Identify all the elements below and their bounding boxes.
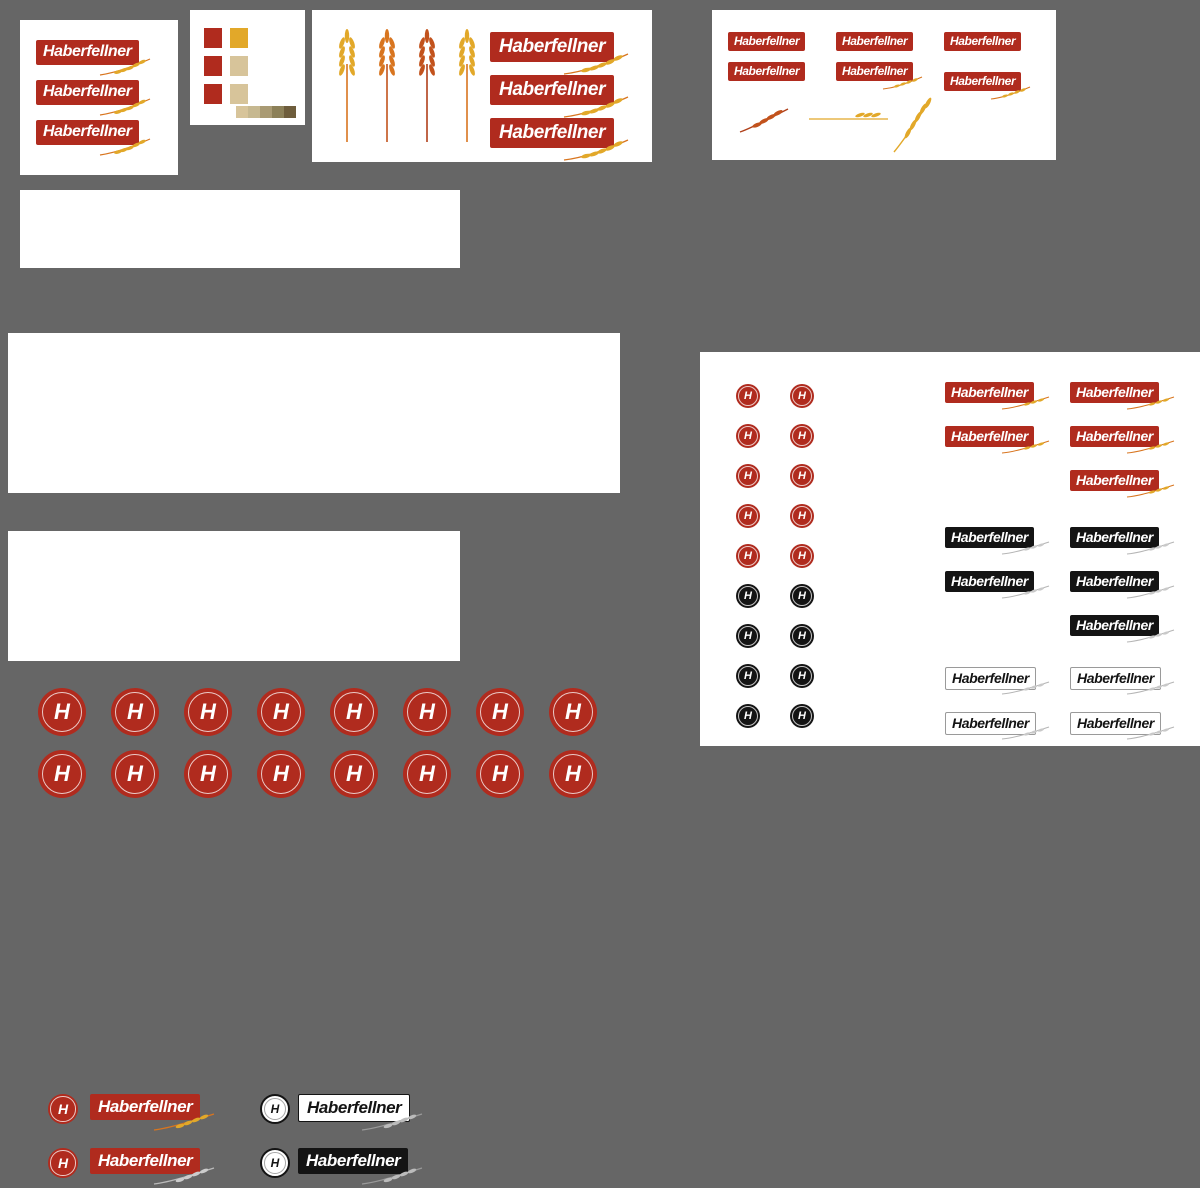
badge-monogram: H bbox=[744, 549, 752, 562]
logo-lockup[interactable] bbox=[1070, 615, 1159, 636]
monogram-badge[interactable] bbox=[549, 688, 597, 736]
badge-monogram: H bbox=[200, 761, 216, 786]
logo-lockup[interactable] bbox=[36, 80, 139, 105]
wordmark-plate: Haberfellner bbox=[1070, 382, 1159, 403]
badge-monogram: H bbox=[565, 699, 581, 724]
logo-lockup[interactable] bbox=[298, 1148, 408, 1174]
badge-monogram: H bbox=[798, 429, 806, 442]
color-swatch-khaki[interactable] bbox=[248, 106, 260, 118]
color-swatch-khaki[interactable] bbox=[260, 106, 272, 118]
badge-monogram: H bbox=[273, 699, 289, 724]
wordmark-plate: Haberfellner bbox=[298, 1094, 410, 1122]
wordmark-plate: Haberfellner bbox=[1070, 712, 1161, 735]
monogram-badge[interactable] bbox=[790, 664, 814, 688]
wordmark-plate: Haberfellner bbox=[1070, 470, 1159, 491]
badge-monogram: H bbox=[565, 761, 581, 786]
monogram-badge[interactable] bbox=[736, 424, 760, 448]
wordmark-plate: Haberfellner bbox=[36, 80, 139, 105]
badge-monogram: H bbox=[315, 413, 325, 427]
wordmark-plate: Haberfellner bbox=[36, 40, 139, 65]
wordmark-plate: Haberfellner bbox=[945, 426, 1034, 447]
logo-lockup[interactable] bbox=[490, 32, 614, 62]
badge-monogram: H bbox=[744, 509, 752, 522]
monogram-badge[interactable] bbox=[38, 750, 86, 798]
monogram-badge[interactable] bbox=[111, 688, 159, 736]
badge-monogram: H bbox=[440, 413, 450, 427]
monogram-badge[interactable] bbox=[184, 688, 232, 736]
logo-lockup[interactable] bbox=[36, 120, 139, 145]
color-swatch-brown[interactable] bbox=[284, 106, 296, 118]
small-badge-strip-panel[interactable] bbox=[20, 190, 460, 427]
badge-monogram: H bbox=[189, 413, 199, 427]
wheat-icon bbox=[738, 106, 790, 136]
monogram-badge[interactable] bbox=[330, 688, 378, 736]
wheat-stalk-icon bbox=[410, 24, 444, 144]
monogram-badge[interactable] bbox=[549, 750, 597, 798]
monogram-badge[interactable] bbox=[736, 464, 760, 488]
badge-monogram: H bbox=[54, 699, 70, 724]
monogram-badge[interactable] bbox=[48, 1148, 78, 1178]
badge-monogram: H bbox=[252, 413, 262, 427]
badge-monogram: H bbox=[346, 761, 362, 786]
monogram-badge[interactable] bbox=[403, 688, 451, 736]
badge-monogram: H bbox=[346, 699, 362, 724]
wordmark-plate: Haberfellner bbox=[728, 32, 805, 51]
badge-monogram: H bbox=[744, 589, 752, 602]
logo-grid-panel[interactable] bbox=[712, 10, 1056, 160]
badge-monogram: H bbox=[63, 413, 73, 427]
wordmark-plate: Haberfellner bbox=[944, 72, 1021, 91]
logo-lockup[interactable] bbox=[1070, 712, 1161, 735]
logo-lockup[interactable] bbox=[1070, 426, 1159, 447]
logo-variations-panel[interactable] bbox=[20, 20, 178, 175]
logo-lockup[interactable] bbox=[1070, 571, 1159, 592]
wordmark-plate: Haberfellner bbox=[945, 527, 1034, 548]
wordmark-plate: Haberfellner bbox=[1070, 426, 1159, 447]
monogram-badge[interactable] bbox=[330, 750, 378, 798]
monogram-badge[interactable] bbox=[790, 624, 814, 648]
monogram-badge[interactable] bbox=[38, 688, 86, 736]
logo-lockup[interactable] bbox=[90, 1148, 200, 1174]
wordmark-plate: Haberfellner bbox=[90, 1148, 200, 1174]
monogram-badge[interactable] bbox=[790, 544, 814, 568]
monogram-badge[interactable] bbox=[476, 750, 524, 798]
color-swatch-gold[interactable] bbox=[230, 28, 248, 48]
monogram-badge[interactable] bbox=[184, 750, 232, 798]
color-swatch-red[interactable] bbox=[204, 28, 222, 48]
wordmark-plate: Haberfellner bbox=[944, 32, 1021, 51]
wordmark-plate: Haberfellner bbox=[836, 62, 913, 81]
badge-monogram: H bbox=[744, 669, 752, 682]
color-swatch-olive[interactable] bbox=[272, 106, 284, 118]
monogram-badge[interactable] bbox=[48, 1094, 78, 1124]
logo-lockup[interactable] bbox=[944, 72, 1021, 91]
badge-monogram: H bbox=[127, 699, 143, 724]
badge-monogram: H bbox=[798, 629, 806, 642]
logo-lockup[interactable] bbox=[490, 75, 614, 105]
badge-monogram: H bbox=[270, 1102, 280, 1116]
logo-lockup[interactable] bbox=[945, 527, 1034, 548]
badge-monogram: H bbox=[200, 699, 216, 724]
logo-lockup[interactable] bbox=[728, 32, 805, 51]
monogram-badge[interactable] bbox=[736, 544, 760, 568]
color-swatch-tan[interactable] bbox=[230, 84, 248, 104]
color-swatch-red[interactable] bbox=[204, 56, 222, 76]
wordmark-plate: Haberfellner bbox=[36, 120, 139, 145]
monogram-badge[interactable] bbox=[257, 750, 305, 798]
badge-monogram: H bbox=[744, 629, 752, 642]
badge-monogram: H bbox=[273, 761, 289, 786]
badge-monogram: H bbox=[125, 413, 135, 427]
monogram-badge[interactable] bbox=[736, 384, 760, 408]
badge-monogram: H bbox=[798, 389, 806, 402]
monogram-badge[interactable] bbox=[111, 750, 159, 798]
logo-lockup[interactable] bbox=[836, 32, 913, 51]
monogram-badge[interactable] bbox=[736, 504, 760, 528]
badge-monogram: H bbox=[419, 699, 435, 724]
wordmark-plate: Haberfellner bbox=[1070, 615, 1159, 636]
monogram-badge[interactable] bbox=[260, 1094, 290, 1124]
logo-lockup[interactable] bbox=[490, 118, 614, 148]
badge-monogram: H bbox=[744, 469, 752, 482]
monogram-badge[interactable] bbox=[736, 704, 760, 728]
monogram-badge[interactable] bbox=[790, 384, 814, 408]
logo-lockup[interactable] bbox=[945, 667, 1036, 690]
monogram-badge[interactable] bbox=[790, 584, 814, 608]
logo-lockup[interactable] bbox=[1070, 667, 1161, 690]
monogram-badge[interactable] bbox=[736, 664, 760, 688]
badge-monogram: H bbox=[798, 509, 806, 522]
wordmark-plate: Haberfellner bbox=[298, 1148, 408, 1174]
wheat-stalk-icon bbox=[450, 24, 484, 144]
logo-lockup[interactable] bbox=[90, 1094, 200, 1120]
badge-monogram: H bbox=[798, 549, 806, 562]
monogram-badge[interactable] bbox=[403, 750, 451, 798]
wordmark-plate: Haberfellner bbox=[90, 1094, 200, 1120]
logo-lockup[interactable] bbox=[298, 1094, 410, 1122]
color-swatch-tan[interactable] bbox=[230, 56, 248, 76]
wheat-stalk-icon bbox=[330, 24, 364, 144]
wordmark-plate: Haberfellner bbox=[945, 667, 1036, 690]
asset-sheet-panel[interactable] bbox=[700, 352, 1200, 746]
badge-monogram: H bbox=[744, 389, 752, 402]
badge-monogram: H bbox=[744, 709, 752, 722]
badge-monogram: H bbox=[744, 429, 752, 442]
logo-lockup[interactable] bbox=[944, 32, 1021, 51]
color-swatch-red[interactable] bbox=[204, 84, 222, 104]
color-palette-panel[interactable] bbox=[190, 10, 305, 125]
wordmark-plate: Haberfellner bbox=[490, 118, 614, 148]
logo-lockup[interactable] bbox=[945, 571, 1034, 592]
badge-monogram: H bbox=[270, 1156, 280, 1170]
monogram-badge[interactable] bbox=[476, 688, 524, 736]
logo-lockup[interactable] bbox=[1070, 382, 1159, 403]
wordmark-plate: Haberfellner bbox=[945, 382, 1034, 403]
wheat-icon bbox=[808, 110, 890, 128]
monogram-badge[interactable] bbox=[790, 464, 814, 488]
wordmark-plate: Haberfellner bbox=[728, 62, 805, 81]
wordmark-plate: Haberfellner bbox=[1070, 571, 1159, 592]
badge-monogram: H bbox=[798, 709, 806, 722]
horizontal-lockup-panel[interactable] bbox=[8, 531, 460, 1171]
logo-lockup[interactable] bbox=[728, 62, 805, 81]
badge-monogram: H bbox=[798, 669, 806, 682]
badge-monogram: H bbox=[377, 413, 387, 427]
logo-lockup[interactable] bbox=[36, 40, 139, 65]
logo-lockup[interactable] bbox=[1070, 527, 1159, 548]
wordmark-plate: Haberfellner bbox=[945, 571, 1034, 592]
badge-monogram: H bbox=[798, 589, 806, 602]
logo-lockup[interactable] bbox=[945, 712, 1036, 735]
wordmark-plate: Haberfellner bbox=[1070, 667, 1161, 690]
wordmark-plate: Haberfellner bbox=[490, 75, 614, 105]
logo-lockup[interactable] bbox=[945, 382, 1034, 403]
monogram-badge[interactable] bbox=[260, 1148, 290, 1178]
monogram-badge[interactable] bbox=[790, 424, 814, 448]
monogram-badge[interactable] bbox=[736, 624, 760, 648]
monogram-badge[interactable] bbox=[736, 584, 760, 608]
logo-lockup[interactable] bbox=[945, 426, 1034, 447]
wheat-stalk-icon bbox=[890, 96, 936, 154]
monogram-badge[interactable] bbox=[257, 688, 305, 736]
wordmark-plate: Haberfellner bbox=[1070, 527, 1159, 548]
badge-monogram: H bbox=[419, 761, 435, 786]
wordmark-plate: Haberfellner bbox=[490, 32, 614, 62]
badge-monogram: H bbox=[127, 761, 143, 786]
logo-lockup[interactable] bbox=[1070, 470, 1159, 491]
color-swatch-tan[interactable] bbox=[236, 106, 248, 118]
badge-monogram: H bbox=[492, 761, 508, 786]
wheat-stalk-icon bbox=[370, 24, 404, 144]
monogram-badge[interactable] bbox=[790, 704, 814, 728]
badge-monogram: H bbox=[57, 1155, 69, 1171]
logo-lockup[interactable] bbox=[836, 62, 913, 81]
badge-monogram: H bbox=[798, 469, 806, 482]
wordmark-plate: Haberfellner bbox=[945, 712, 1036, 735]
badge-monogram: H bbox=[57, 1101, 69, 1117]
wheat-and-logo-panel[interactable] bbox=[312, 10, 652, 162]
badge-monogram: H bbox=[492, 699, 508, 724]
wordmark-plate: Haberfellner bbox=[836, 32, 913, 51]
monogram-badge[interactable] bbox=[790, 504, 814, 528]
badge-monogram: H bbox=[54, 761, 70, 786]
